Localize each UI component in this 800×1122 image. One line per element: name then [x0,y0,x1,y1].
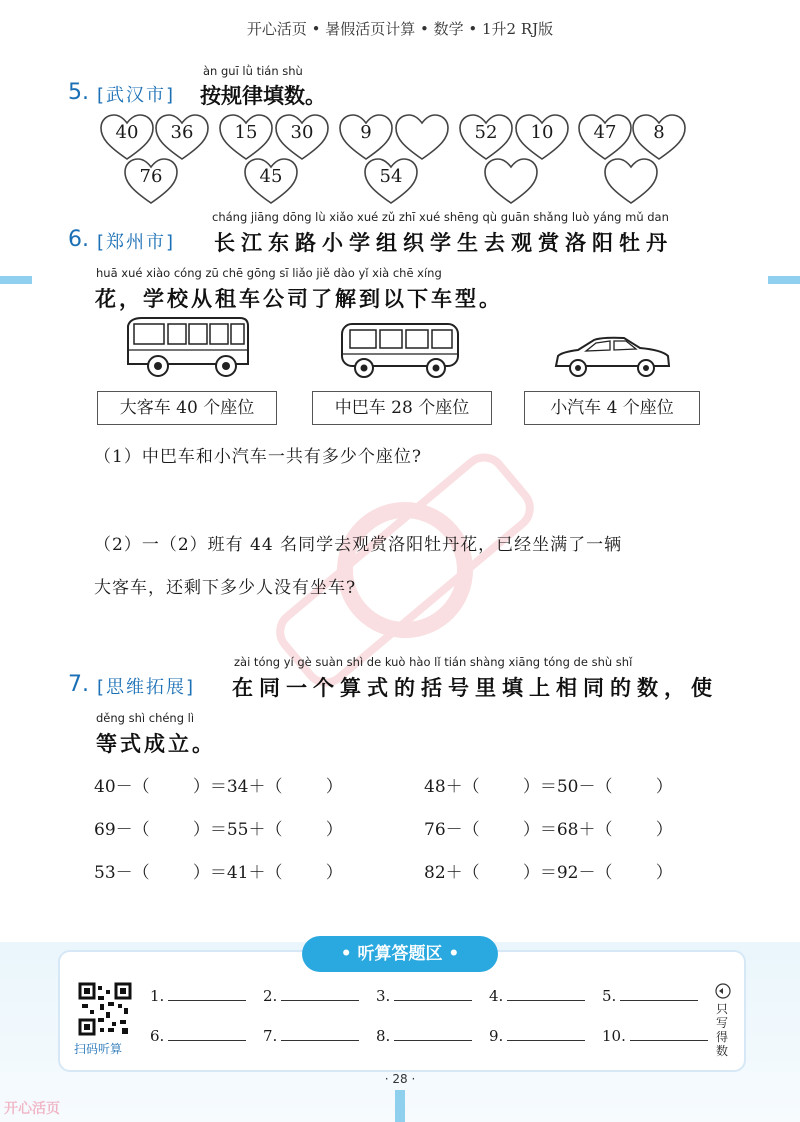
equation-3[interactable]: 69－（ ）＝55＋（ ） [94,820,343,840]
q5-title: 按规律填数。 [200,84,326,108]
answer-1[interactable]: 1. [150,986,246,1005]
pencil-swirl-icon [712,982,734,1000]
q7-line-2: 等式成立。 [96,732,216,756]
equation-5[interactable]: 53－（ ）＝41＋（ ） [94,863,343,883]
heart-5: 9 [337,112,395,162]
heart-14[interactable] [482,156,540,206]
heart-2: 36 [153,112,211,162]
heart-6 [393,112,451,162]
q7-pinyin-1: zài tóng yí gè suàn shì de kuò hào lǐ tián shàng xiāng tóng de shù shǐ [234,655,633,669]
q5-tag: [武汉市] [97,85,176,106]
spine-bar [395,1090,405,1122]
minibus-image [338,318,462,380]
q7-line-1: 在同一个算式的括号里填上相同的数，使 [232,676,718,700]
answer-8[interactable]: 8. [376,1026,472,1045]
equation-2[interactable]: 48＋（ ）＝50－（ ） [424,777,673,797]
qr-code-icon[interactable] [78,982,132,1036]
q6-sub-2-line-1: （2）一（2）班有 44 名同学去观赏洛阳牡丹花，已经坐满了一辆 [94,535,623,555]
q7-number: 7. [68,672,89,697]
heart-7: 52 [457,112,515,162]
heart-10: 8 [630,112,688,162]
q5-pinyin: àn guī lǜ tián shù [203,64,303,78]
answer-10[interactable]: 10. [602,1026,708,1045]
heart-4: 30 [273,112,331,162]
heart-9: 47 [576,112,634,162]
equation-4[interactable]: 76－（ ）＝68＋（ ） [424,820,673,840]
q6-pinyin-2: huā xué xiào cóng zū chē gōng sī liǎo jiě dào yǐ xià chē xíng [96,266,442,280]
heart-8: 10 [513,112,571,162]
answer-4[interactable]: 4. [489,986,585,1005]
q5-number: 5. [68,80,89,105]
q6-line-2: 花，学校从租车公司了解到以下车型。 [95,287,503,311]
seat-label-car: 小汽车 4 个座位 [524,391,700,425]
answer-side-note: 只写得数 [716,1002,729,1058]
page-header: 开心活页 • 暑假活页计算 • 数学 • 1升2 RJ版 [246,20,554,38]
right-edge-mark [768,276,800,284]
answer-7[interactable]: 7. [263,1026,359,1045]
page-number: · 28 · [384,1072,416,1086]
q6-line-1: 长江东路小学组织学生去观赏洛阳牡丹 [214,231,673,255]
left-edge-mark [0,276,32,284]
answer-panel-title: • 听算答题区 • [302,936,498,972]
seat-label-bus: 大客车 40 个座位 [97,391,277,425]
heart-15[interactable] [602,156,660,206]
q6-sub-2-line-2: 大客车，还剩下多少人没有坐车? [94,578,357,598]
equation-6[interactable]: 82＋（ ）＝92－（ ） [424,863,673,883]
answer-5[interactable]: 5. [602,986,698,1005]
heart-1: 40 [98,112,156,162]
answer-2[interactable]: 2. [263,986,359,1005]
answer-3[interactable]: 3. [376,986,472,1005]
heart-3: 15 [217,112,275,162]
q6-tag: [郑州市] [97,232,176,253]
seat-label-minibus: 中巴车 28 个座位 [312,391,492,425]
q6-sub-1: （1）中巴车和小汽车一共有多少个座位? [94,447,422,467]
heart-12: 45 [242,156,300,206]
q7-tag: [思维拓展] [97,677,196,698]
heart-11: 76 [122,156,180,206]
q6-pinyin-1: cháng jiāng dōng lù xiǎo xué zǔ zhī xué shēng qù guān shǎng luò yáng mǔ dan [212,210,669,224]
q7-pinyin-2: děng shì chéng lì [96,711,195,725]
answer-6[interactable]: 6. [150,1026,246,1045]
q6-number: 6. [68,227,89,252]
equation-1[interactable]: 40－（ ）＝34＋（ ） [94,777,343,797]
bus-image [122,312,252,380]
car-image [552,334,672,380]
heart-13: 54 [362,156,420,206]
footer-logo: 开心活页 [4,1101,60,1117]
answer-9[interactable]: 9. [489,1026,585,1045]
qr-label: 扫码听算 [74,1042,123,1056]
